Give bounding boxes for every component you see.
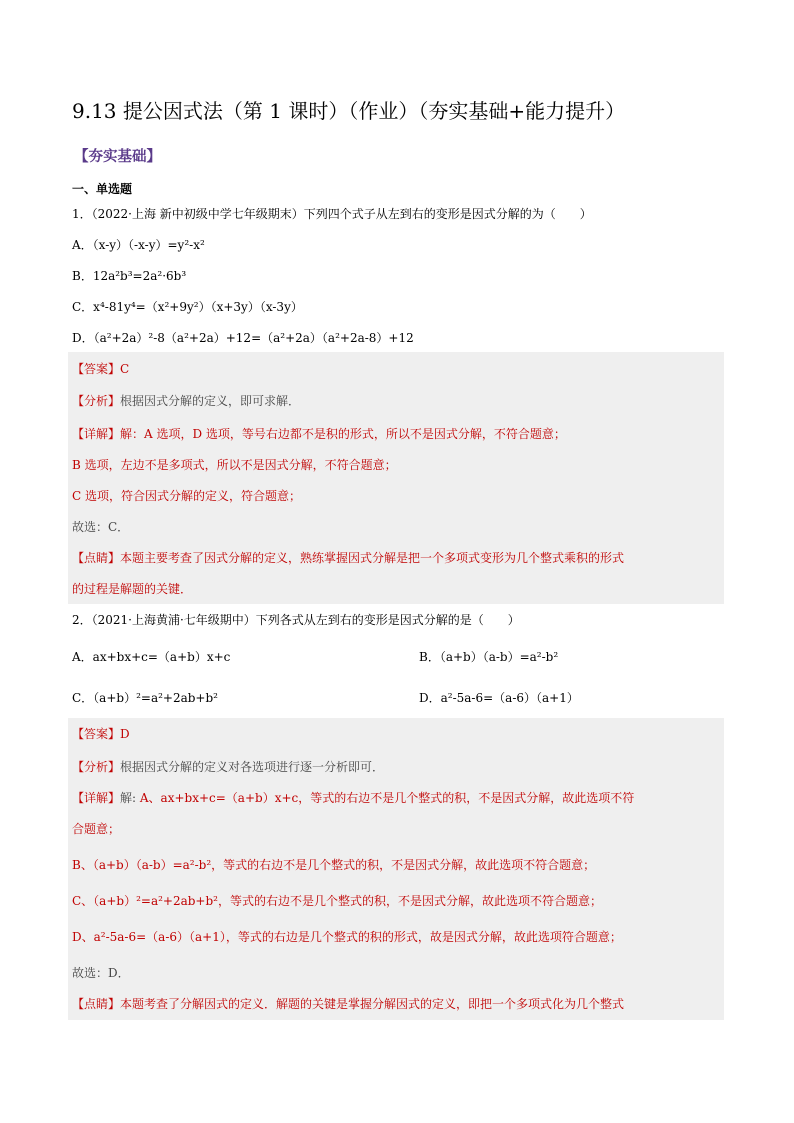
- question-2-options-row-2: [72, 691, 724, 705]
- question-1-comment-line: 的过程是解题的关键．: [72, 582, 193, 596]
- question-2-detail: 【详解】解: A、ax+bx+c=（a+b）x+c，等式的右边不是几个整式的积，不是因式分解，故此选项不符: [72, 791, 635, 805]
- question-1-detail-line: 故选：C．: [72, 520, 130, 534]
- question-1-analysis: 【分析】根据因式分解的定义，即可求解．: [72, 394, 301, 408]
- question-1-answer: 【答案】C: [72, 362, 130, 376]
- question-2-option-c: C．（a+b）²=a²+2ab+b²: [72, 691, 218, 705]
- question-2-answer: 【答案】D: [72, 727, 130, 741]
- question-2-detail-line: D、a²-5a-6=（a-6）（a+1），等式的右边是几个整式的积的形式，故是因式分解，故此选项符合题意；: [72, 930, 622, 944]
- question-1-detail-line: C 选项，符合因式分解的定义，符合题意；: [72, 489, 301, 503]
- question-1-stem: 1．（2022·上海 新中初级中学七年级期末）下列四个式子从左到右的变形是因式分解的为（ ）: [72, 207, 592, 221]
- question-2-detail-line: 合题意；: [72, 822, 121, 836]
- question-1-detail-line: B 选项，左边不是多项式，所以不是因式分解，不符合题意；: [72, 458, 397, 472]
- question-2-detail-line: C、（a+b）²=a²+2ab+b²，等式的右边不是几个整式的积，不是因式分解，故此选项不符合题意；: [72, 894, 602, 908]
- question-2-option-a: A．ax+bx+c=（a+b）x+c: [72, 650, 231, 664]
- question-2-stem: 2．（2021·上海黄浦·七年级期中）下列各式从左到右的变形是因式分解的是（ ）: [72, 613, 520, 627]
- section-tag: 【夯实基础】: [74, 148, 161, 165]
- question-1-option-c: C．x⁴-81y⁴=（x²+9y²）（x+3y）（x-3y）: [72, 300, 303, 314]
- question-2-detail-line: B、（a+b）（a-b）=a²-b²，等式的右边不是几个整式的积，不是因式分解，故此选项不符合题意；: [72, 858, 596, 872]
- question-2-options-row-1: [72, 650, 724, 664]
- question-2-comment: 【点睛】本题考查了分解因式的定义．解题的关键是掌握分解因式的定义，即把一个多项式化为几个整式: [72, 997, 625, 1011]
- question-1-comment: 【点睛】本题主要考查了因式分解的定义，熟练掌握因式分解是把一个多项式变形为几个整式乘积的形式: [72, 551, 625, 565]
- question-2-option-d: D．a²-5a-6=（a-6）（a+1）: [419, 691, 579, 705]
- question-1-option-d: D．（a²+2a）²-8（a²+2a）+12=（a²+2a）（a²+2a-8）+12: [72, 331, 414, 345]
- question-type-heading: 一、单选题: [72, 182, 133, 196]
- question-1-option-a: A．（x-y）（-x-y）=y²-x²: [72, 238, 205, 252]
- page-title: 9.13 提公因式法（第 1 课时）（作业）（夯实基础+能力提升）: [72, 99, 626, 123]
- question-1-detail: 【详解】解：A 选项，D 选项，等号右边都不是积的形式，所以不是因式分解，不符合题意；: [72, 427, 566, 441]
- question-1-option-b: B．12a²b³=2a²·6b³: [72, 269, 187, 283]
- question-2-option-b: B．（a+b）（a-b）=a²-b²: [419, 650, 559, 664]
- question-1-solution-block: [68, 352, 724, 604]
- question-2-detail-line: 故选：D．: [72, 966, 130, 980]
- question-2-analysis: 【分析】根据因式分解的定义对各选项进行逐一分析即可．: [72, 760, 385, 774]
